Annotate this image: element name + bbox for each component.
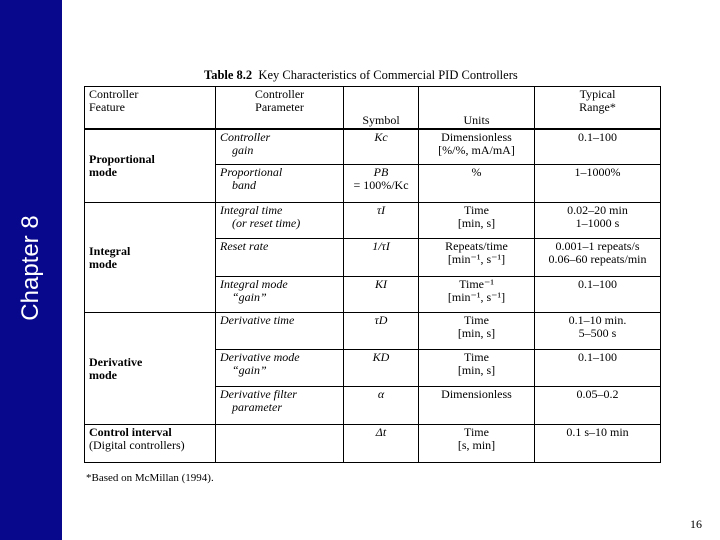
- range-integral-time: 0.02–20 min 1–1000 s: [535, 203, 661, 239]
- chapter-sidebar: [0, 0, 62, 540]
- table-caption: Key Characteristics of Commercial PID Controllers: [258, 68, 518, 82]
- table-header-row: [85, 87, 661, 129]
- header-symbol: Symbol: [344, 87, 419, 129]
- table-row: [85, 129, 661, 165]
- table-row: [85, 203, 661, 239]
- symbol-delta-t: Δt: [344, 425, 419, 463]
- symbol-kc: Kc: [344, 129, 419, 165]
- param-derivative-filter: Derivative filter parameter: [216, 387, 344, 425]
- range-controller-gain: 0.1–100: [535, 129, 661, 165]
- pid-characteristics-table: [84, 86, 661, 463]
- header-units: Units: [419, 87, 535, 129]
- units-control-interval: Time [s, min]: [419, 425, 535, 463]
- symbol-tau-d: τD: [344, 313, 419, 350]
- param-control-interval: [216, 425, 344, 463]
- units-inverse-time: Time⁻¹ [min⁻¹, s⁻¹]: [419, 277, 535, 313]
- feature-derivative: Derivative mode: [85, 313, 216, 425]
- header-range: Typical Range*: [535, 87, 661, 129]
- feature-control-interval: Control interval (Digital controllers): [85, 425, 216, 463]
- range-derivative-gain: 0.1–100: [535, 350, 661, 387]
- units-percent: %: [419, 165, 535, 203]
- symbol-reset-rate: 1/τI: [344, 239, 419, 277]
- range-proportional-band: 1–1000%: [535, 165, 661, 203]
- units-derivative-gain: Time [min, s]: [419, 350, 535, 387]
- param-integral-gain: Integral mode “gain”: [216, 277, 344, 313]
- param-integral-time: Integral time (or reset time): [216, 203, 344, 239]
- page-number: 16: [690, 517, 702, 531]
- units-repeats-time: Repeats/time [min⁻¹, s⁻¹]: [419, 239, 535, 277]
- range-reset-rate: 0.001–1 repeats/s 0.06–60 repeats/min: [535, 239, 661, 277]
- table-footnote: *Based on McMillan (1994).: [86, 472, 214, 484]
- units-time: Time [min, s]: [419, 203, 535, 239]
- table-row: [85, 425, 661, 463]
- header-parameter: Controller Parameter: [216, 87, 344, 129]
- symbol-kd: KD: [344, 350, 419, 387]
- symbol-tau-i: τI: [344, 203, 419, 239]
- range-derivative-filter: 0.05–0.2: [535, 387, 661, 425]
- param-reset-rate: Reset rate: [216, 239, 344, 277]
- range-derivative-time: 0.1–10 min. 5–500 s: [535, 313, 661, 350]
- param-controller-gain: Controller gain: [216, 129, 344, 165]
- feature-integral: Integral mode: [85, 203, 216, 313]
- units-dimensionless: Dimensionless [%/%, mA/mA]: [419, 129, 535, 165]
- feature-proportional: Proportional mode: [85, 129, 216, 203]
- param-derivative-gain: Derivative mode “gain”: [216, 350, 344, 387]
- header-feature: Controller Feature: [85, 87, 216, 129]
- chapter-label: Chapter 8: [17, 215, 44, 321]
- units-derivative-time: Time [min, s]: [419, 313, 535, 350]
- table-row: [85, 313, 661, 350]
- range-integral-gain: 0.1–100: [535, 277, 661, 313]
- param-proportional-band: Proportional band: [216, 165, 344, 203]
- table-number: Table 8.2: [204, 68, 253, 82]
- symbol-alpha: α: [344, 387, 419, 425]
- param-derivative-time: Derivative time: [216, 313, 344, 350]
- symbol-ki: KI: [344, 277, 419, 313]
- symbol-pb: PB = 100%/Kc: [344, 165, 419, 203]
- units-filter-dimensionless: Dimensionless: [419, 387, 535, 425]
- range-control-interval: 0.1 s–10 min: [535, 425, 661, 463]
- table-title: [204, 68, 518, 83]
